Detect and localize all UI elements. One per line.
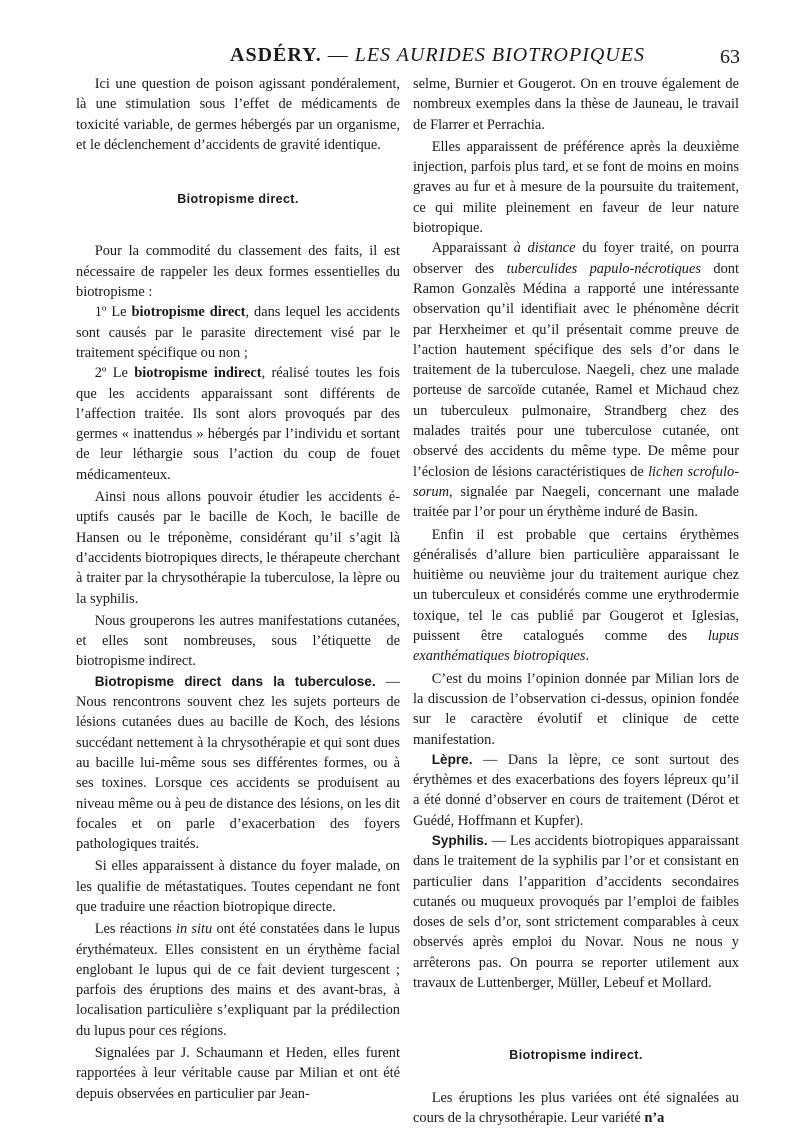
bold-term: biotropisme direct xyxy=(131,304,246,321)
paragraph: Ainsi nous allons pouvoir étudier les accidents éuptifs causés par le bacille de Koch, le bacille de Hansen ou le tréponème, considérant qu’il s’agit là d’accidents biotropiques directs, le thérapeute cherchant à traiter par la chrysothérapie la tuberculose, la lèpre ou la syphilis. xyxy=(76,489,400,607)
bold-term: biotropisme indirect xyxy=(134,365,262,382)
right-column xyxy=(413,74,739,1128)
text: , réalisé toutes les fois que les accidents apparaissant sont différents de l’affection traitée. Ils sont alors provoqués par des germes « inattendus » hébergés par l’individu et sortant de leur léthargie sous l’action du coup de fouet médicamenteux. xyxy=(76,365,400,483)
text: , dans lequel les accidents sont causés par le parasite directement visé par le traitement spécifique ou non ; xyxy=(76,304,400,361)
spacer xyxy=(76,155,400,189)
spacer xyxy=(76,209,400,241)
text: Apparaissant xyxy=(431,240,514,257)
run-in-heading: Lèpre. xyxy=(431,751,473,767)
text: 2º Le xyxy=(94,365,135,382)
paragraph: Signalées par J. Schaumann et Heden, elles furent rapportées à leur véritable cause par Milian et ont été depuis observées en particulier par Jean- xyxy=(76,1045,400,1102)
text: Enfin il est probable que certains érythèmes généralisés d’allure bien particulière apparaissant le huitième ou neuvième jour du traitement aurique chez un tuberculeux et considérés comme une erythrodermie toxique, tel le cas publié par Gougerot et Iglesias, puissent être catalogués comme des xyxy=(413,526,739,645)
paragraph xyxy=(413,750,739,831)
paragraph xyxy=(76,363,400,485)
paragraph: Pour la commodité du classement des faits, il est nécessaire de rappeler les deux formes essentielles du biotropisme : xyxy=(76,243,400,301)
running-head-title: LES AURIDES BIOTROPIQUES xyxy=(354,44,645,66)
italic-term: lupus exanthématiques biotropiques xyxy=(413,628,739,665)
paragraph xyxy=(413,831,739,993)
paragraph xyxy=(76,302,400,363)
italic-term: à distance xyxy=(513,240,576,257)
run-in-heading: Syphilis. xyxy=(431,832,488,848)
text: , signalée par Naegeli, concernant une malade traitée par l’or pour un érythème induré de Basin. xyxy=(413,483,739,521)
text: Les réactions xyxy=(94,921,176,938)
paragraph: Nous grouperons les autres manifestations cutanées, et elles sont nombreuses, sous l’étiquette de biotropisme indirect. xyxy=(76,612,400,670)
paragraph xyxy=(413,525,739,667)
section-heading-direct: Biotropisme direct. xyxy=(177,192,299,207)
running-head-dash: — xyxy=(321,44,355,66)
text: ont été constatées dans le lupus érythémateux. Elles consistent en un érythème facial englobant le lupus qui de ce fait devient turgescent ; parfois des éruptions des mains et des avant-bras, à localisation particulière s’expliquant par la prédilection du lupus pour ces régions. xyxy=(76,921,400,1039)
paragraph: Elles apparaissent de préférence après la deuxième injection, parfois plus tard, et se font de moins en moins graves au fur et à mesure de la poursuite du traitement, ce qui milite pleinement en faveur de leur nature biotropique. xyxy=(413,138,739,237)
bold-term: n’a xyxy=(644,1109,665,1126)
run-in-heading: Biotropisme direct dans la tuberculose. xyxy=(94,673,376,689)
text: du foyer traité, on pourra observer des xyxy=(413,240,739,277)
running-head-author: ASDÉRY. xyxy=(230,44,322,66)
page-number: 63 xyxy=(720,46,740,68)
text: dont Ramon Gonzalès Médina a rapporté une intéressante observation qu’il identifiait avec le phénomène décrit par Herxheimer et qu’il présentait comme preuve de l’action hautement spécifique des sels d’or dans le traitement de la tuberculose. Naegeli, chez une malade porteuse de sarcoïde cutanée, Ramel et Michaud chez un tuberculeux pulmonaire, Strandberg chez des malades traités pour une tuberculose cutanée, ont observé des accidents du même type. De même pour l’éclosion de lésions caractéristiques de xyxy=(413,260,739,480)
paragraph: Ici une question de poison agissant pondéralement, là une stimulation sous l’effet de médicaments de toxicité variable, de germes hébergés par un organisme, et le déclenchement d’accidents de gravité identique. xyxy=(76,76,400,153)
spacer xyxy=(413,993,739,1045)
running-title xyxy=(230,44,645,67)
text: — Les accidents biotropiques apparaissant dans le traitement de la syphilis par l’or et consistant en particulier dans l’apparition d’accidents secondaires cutanés ou muqueux provoqués par l’emploi de faibles doses de sels d’or, sont strictement comparables à ceux observés après emploi du Novar. Nous ne nous y arrêterons pas. On pourra se reporter utilement aux travaux de Luttenberger, Müller, Lebeuf et Mollard. xyxy=(413,832,739,992)
left-column xyxy=(76,74,400,1104)
paragraph: selme, Burnier et Gougerot. On en trouve également de nombreux exemples dans la thèse de Jauneau, le travail de Flarrer et Perrachia. xyxy=(413,76,739,133)
text: — Nous rencontrons souvent chez les sujets porteurs de lésions cutanées dues au bacille de Koch, des lésions succédant nettement à la chrysothérapie et qui sont dues au bacille lui-même sous ses différentes formes, ou à ses toxines. Lorsque ces accidents se produisent au niveau même ou à peu de distance des lésions, on les dit focales et on parle d’exacerbation des foyers pathologiques traités. xyxy=(76,673,400,853)
italic-term: tuberculides papulo-nécrotiques xyxy=(506,260,701,277)
text: . xyxy=(585,648,590,665)
italic-term: lichen scrofulosorum xyxy=(413,463,739,500)
paragraph xyxy=(76,919,400,1041)
paragraph xyxy=(76,672,400,855)
text: 1º Le xyxy=(94,304,132,321)
spacer xyxy=(413,1066,739,1088)
text: Les éruptions les plus variées ont été signalées au cours de la chrysothérapie. Leur variété xyxy=(413,1089,739,1126)
running-head xyxy=(80,44,740,74)
italic-term: in situ xyxy=(175,921,213,938)
text: — Dans la lèpre, ce sont surtout des érythèmes et des exacerbations des foyers lépreux qu’il a été donné d’observer en cours de traitement (Dérot et Guédé, Hoffmann et Kupfer). xyxy=(413,751,739,829)
paragraph xyxy=(413,238,739,522)
section-heading-indirect: Biotropisme indirect. xyxy=(509,1048,643,1063)
paragraph xyxy=(413,1088,739,1129)
paragraph: Si elles apparaissent à distance du foyer malade, on les qualifie de métastatiques. Toutes cependant ne font que traduire une réaction biotropique directe. xyxy=(76,858,400,915)
paragraph: C’est du moins l’opinion donnée par Milian lors de la discussion de l’observation ci-dessus, opinion fondée sur le caractère évolutif et clinique de cette manifestation. xyxy=(413,670,739,748)
